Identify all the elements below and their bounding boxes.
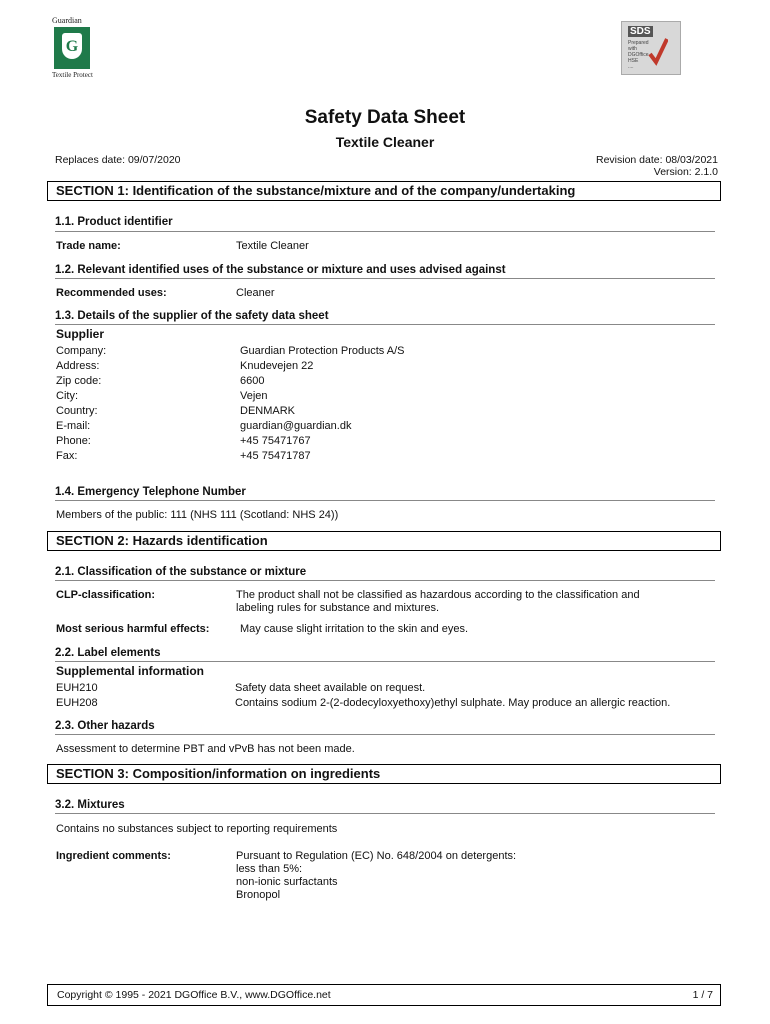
euh210-text: Safety data sheet available on request. [235,682,426,694]
replaces-date: Replaces date: 09/07/2020 [55,154,181,166]
divider [55,661,715,662]
supplier-label: Address: [56,360,100,372]
subsection-1-4: 1.4. Emergency Telephone Number [55,486,246,498]
ingredient-line: less than 5%: [236,863,303,875]
subsection-2-1: 2.1. Classification of the substance or mixture [55,566,307,578]
supplier-value: +45 75471767 [240,435,311,447]
product-name-heading: Textile Cleaner [335,134,435,150]
emergency-text: Members of the public: 111 (NHS 111 (Scotland: NHS 24)) [56,509,339,521]
mixtures-text: Contains no substances subject to reporting requirements [56,823,338,835]
ingredient-comments-label: Ingredient comments: [56,850,171,862]
guardian-shield-logo [54,27,90,69]
supplier-heading: Supplier [56,327,105,341]
supplier-value: +45 75471787 [240,450,311,462]
supplier-value: Guardian Protection Products A/S [240,345,405,357]
supplier-value: Vejen [240,390,268,402]
supplier-label: Phone: [56,435,91,447]
divider [55,324,715,325]
supplier-email[interactable]: guardian@guardian.dk [240,420,352,432]
subsection-1-1: 1.1. Product identifier [55,216,173,228]
subsection-2-2: 2.2. Label elements [55,647,161,659]
page-number: 1 / 7 [692,989,713,1001]
subsection-2-3: 2.3. Other hazards [55,720,155,732]
subsection-1-3: 1.3. Details of the supplier of the safety data sheet [55,310,329,322]
section-3-header: SECTION 3: Composition/information on ingredients [47,764,721,784]
supplier-label: Company: [56,345,107,357]
supplier-value: DENMARK [240,405,296,417]
logo-letter: G [65,38,79,55]
euh208-text: Contains sodium 2-(2-dodecyloxyethoxy)ethyl sulphate. May produce an allergic reaction. [235,697,671,709]
subsection-3-2: 3.2. Mixtures [55,799,125,811]
divider [55,813,715,814]
trade-name-label: Trade name: [56,240,121,252]
euh210-code: EUH210 [56,682,98,694]
revision-date: Revision date: 08/03/2021 [595,154,718,166]
harmful-effects-label: Most serious harmful effects: [56,623,210,635]
supplier-label: Zip code: [56,375,102,387]
recommended-uses-value: Cleaner [236,287,275,299]
other-hazards-text: Assessment to determine PBT and vPvB has not been made. [56,743,355,755]
harmful-effects-value: May cause slight irritation to the skin and eyes. [240,623,469,635]
recommended-uses-label: Recommended uses: [56,287,167,299]
trade-name-value: Textile Cleaner [236,240,309,252]
clp-text-line1: The product shall not be classified as hazardous according to the classification and [236,589,640,601]
ingredient-line: non-ionic surfactants [236,876,338,888]
logo-top-text: Guardian [52,16,82,25]
supplier-value: 6600 [240,375,265,387]
version: Version: 2.1.0 [653,166,718,178]
page-footer [47,984,721,1006]
supplier-label: Fax: [56,450,78,462]
subsection-1-2: 1.2. Relevant identified uses of the substance or mixture and uses advised against [55,264,506,276]
divider [55,500,715,501]
supplemental-heading: Supplemental information [56,664,205,678]
divider [55,734,715,735]
supplier-label: E-mail: [56,420,91,432]
supplier-value: Knudevejen 22 [240,360,314,372]
logo-bottom-text: Textile Protect [52,71,93,79]
badge-lines: Prepared with DGOffice HSE .... [628,40,649,70]
euh208-code: EUH208 [56,697,98,709]
divider [55,580,715,581]
checkmark-icon [648,36,668,66]
document-title: Safety Data Sheet [304,107,466,128]
supplier-label: City: [56,390,78,402]
divider [55,231,715,232]
ingredient-line: Bronopol [236,889,281,901]
divider [55,278,715,279]
section-1-header: SECTION 1: Identification of the substance/mixture and of the company/undertaking [47,181,721,201]
sds-certification-badge [621,21,681,75]
clp-text-line2: labeling rules for substance and mixtures. [236,602,439,614]
supplier-label: Country: [56,405,98,417]
clp-label: CLP-classification: [56,589,156,601]
ingredient-line: Pursuant to Regulation (EC) No. 648/2004 on detergents: [236,850,517,862]
copyright-text: Copyright © 1995 - 2021 DGOffice B.V., www.DGOffice.net [57,989,331,1001]
section-2-header: SECTION 2: Hazards identification [47,531,721,551]
badge-title: SDS [630,26,651,37]
